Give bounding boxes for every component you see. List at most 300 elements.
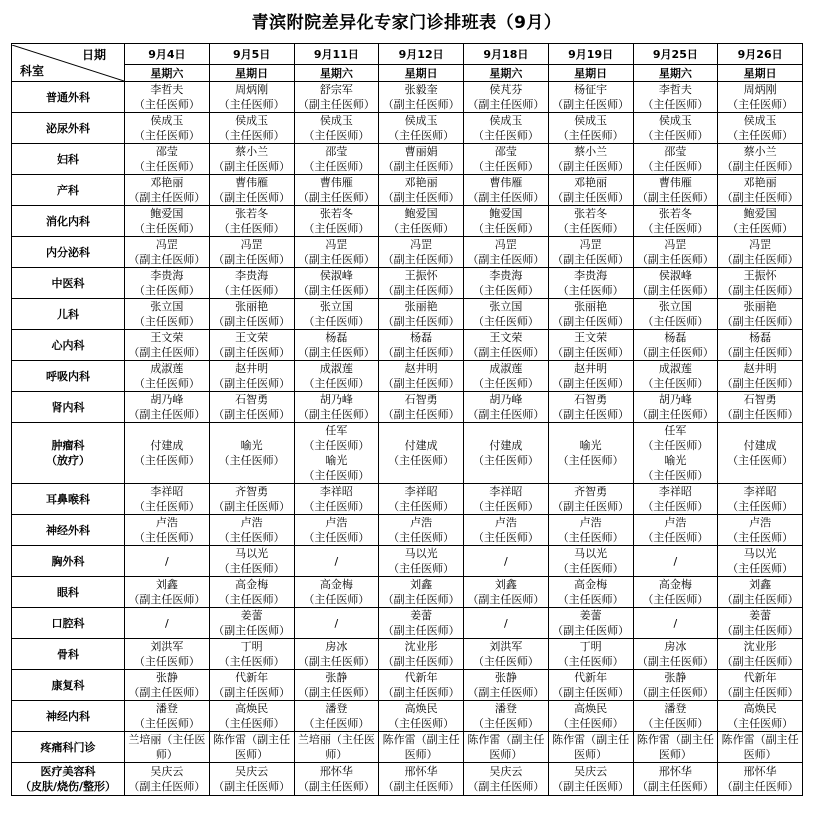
doctor-title: （副主任医师） [467,593,545,606]
doctor-title: （副主任医师） [467,253,545,266]
doctor-cell [294,423,379,484]
department-label: 耳鼻喉科 [46,492,90,506]
schedule-row [12,701,803,732]
no-clinic-mark: / [165,554,169,568]
doctor-cell [209,299,294,330]
doctor-name: 邢怀华 [743,765,777,778]
doctor-cell [125,515,210,546]
doctor-cell [633,361,718,392]
doctor-cell [548,608,633,639]
department-label: 疼痛科门诊 [40,740,96,754]
doctor-name: 高焕民 [574,702,608,715]
department-cell [12,701,125,732]
doctor-cell [209,701,294,732]
doctor-title: （主任医师） [218,531,285,544]
doctor-name: 邵莹 [155,145,178,158]
doctor-name: 张静 [664,671,687,684]
doctor-name: 张静 [155,671,178,684]
doctor-name: 卢浩 [410,516,433,529]
doctor-cell [464,392,549,423]
department-cell [12,546,125,577]
doctor-name: 潘登 [325,702,348,715]
doctor-title: （副主任医师） [721,655,799,668]
doctor-name: 吴庆云 [150,765,184,778]
doctor-name: 兰培丽（主任医 [128,733,206,746]
department-cell [12,577,125,608]
doctor-name: 张若冬 [574,207,608,220]
doctor-title: （主任医师） [557,717,624,730]
doctor-name: 石智勇 [743,393,777,406]
doctor-name: 张若冬 [319,207,353,220]
department-label: （皮肤/烧伤/整形） [19,780,117,793]
doctor-cell [125,608,210,639]
doctor-cell [294,608,379,639]
doctor-cell [294,82,379,113]
doctor-name: 马以光 [743,547,777,560]
doctor-cell [718,361,803,392]
doctor-title: （副主任医师） [297,655,375,668]
doctor-cell [633,82,718,113]
doctor-name: 李祥昭 [404,485,438,498]
doctor-title: （副主任医师） [213,686,291,699]
doctor-name: 曹伟雁 [658,176,692,189]
doctor-title: （主任医师） [218,129,285,142]
doctor-cell [718,546,803,577]
doctor-name: 代新年 [743,671,777,684]
doctor-cell [633,423,718,484]
doctor-cell [379,144,464,175]
department-cell [12,392,125,423]
doctor-title: （副主任医师） [467,686,545,699]
doctor-name: 房冰 [325,640,348,653]
doctor-title: （副主任医师） [213,408,291,421]
doctor-cell [718,608,803,639]
doctor-cell [548,670,633,701]
doctor-name: 陈作雷（副主任 [213,733,291,746]
doctor-cell [464,639,549,670]
doctor-cell [464,546,549,577]
doctor-cell [125,484,210,515]
doctor-name: 姜蕾 [749,609,772,622]
doctor-cell [718,113,803,144]
doctor-title: （主任医师） [472,160,539,173]
doctor-title: （副主任医师） [213,377,291,390]
doctor-cell [548,546,633,577]
doctor-name: 任军 [664,424,687,437]
weekday-cell: 星期日 [379,65,464,82]
doctor-cell [379,206,464,237]
doctor-cell [718,732,803,763]
doctor-cell [209,361,294,392]
doctor-cell [548,392,633,423]
doctor-name: 邓艳丽 [150,176,184,189]
schedule-body [12,44,803,796]
doctor-cell [125,670,210,701]
doctor-name: 鲍爱国 [150,207,184,220]
corner-label-dept: 科室 [20,63,45,78]
doctor-name: 李哲夫 [658,83,692,96]
doctor-name: 潘登 [155,702,178,715]
doctor-title: （主任医师） [303,500,370,513]
doctor-cell [209,639,294,670]
doctor-title: （副主任医师） [297,346,375,359]
doctor-name: 侯成玉 [319,114,353,127]
doctor-title: 师） [325,748,348,761]
doctor-title: （主任医师） [303,129,370,142]
doctor-cell [633,237,718,268]
doctor-title: （主任医师） [388,717,455,730]
doctor-name: 喻光 [325,454,348,467]
schedule-row [12,515,803,546]
doctor-cell [209,330,294,361]
doctor-name: 齐智勇 [574,485,608,498]
page-title: 青滨附院差异化专家门诊排班表（9月） [251,13,562,33]
schedule-row [12,113,803,144]
doctor-title: 医师） [404,748,438,761]
doctor-name: 杨磊 [664,331,687,344]
doctor-name: 赵井明 [574,362,608,375]
schedule-row [12,639,803,670]
department-label: 胸外科 [51,554,85,568]
doctor-name: 王文荣 [150,331,184,344]
date-cell: 9月26日 [718,44,803,65]
doctor-name: 丁明 [240,640,263,653]
department-cell [12,639,125,670]
doctor-name: 成淑莲 [150,362,184,375]
schedule-row [12,144,803,175]
doctor-title: （主任医师） [727,454,794,467]
doctor-name: 侯成玉 [404,114,438,127]
doctor-title: （副主任医师） [297,191,375,204]
doctor-cell [718,701,803,732]
department-cell [12,206,125,237]
schedule-row [12,330,803,361]
no-clinic-mark: / [165,616,169,630]
doctor-name: 冯罡 [664,238,687,251]
doctor-title: （主任医师） [133,160,200,173]
doctor-name: 张立国 [489,300,523,313]
doctor-cell [125,577,210,608]
doctor-cell [294,113,379,144]
doctor-name: 卢浩 [494,516,517,529]
doctor-cell [379,268,464,299]
doctor-name: 杨磊 [410,331,433,344]
doctor-name: 刘洪军 [150,640,184,653]
doctor-cell [294,763,379,796]
doctor-name: 侯成玉 [150,114,184,127]
doctor-title: （副主任医师） [636,780,714,793]
doctor-name: 冯罡 [749,238,772,251]
doctor-name: 姜蕾 [410,609,433,622]
doctor-name: 杨磊 [325,331,348,344]
doctor-name: 舒宗军 [319,83,353,96]
doctor-name: 吴庆云 [235,765,269,778]
doctor-cell [464,113,549,144]
doctor-name: 冯罡 [579,238,602,251]
doctor-title: （副主任医师） [213,624,291,637]
doctor-cell [718,144,803,175]
doctor-title: （主任医师） [727,500,794,513]
department-label: 内分泌科 [46,245,90,259]
doctor-name: 陈作雷（副主任 [552,733,630,746]
doctor-title: （副主任医师） [552,315,630,328]
doctor-cell [209,206,294,237]
department-label: 消化内科 [46,214,90,228]
doctor-title: （副主任医师） [213,191,291,204]
doctor-name: 成淑莲 [658,362,692,375]
doctor-name: 邓艳丽 [743,176,777,189]
department-label: 中医科 [51,276,85,290]
department-cell [12,423,125,484]
doctor-cell [379,113,464,144]
doctor-name: 卢浩 [664,516,687,529]
doctor-title: 医师） [574,748,608,761]
doctor-name: 李贵海 [489,269,523,282]
doctor-cell [209,113,294,144]
doctor-title: 医师） [658,748,692,761]
doctor-title: （副主任医师） [636,284,714,297]
doctor-title: （副主任医师） [382,315,460,328]
doctor-title: （主任医师） [133,129,200,142]
doctor-name: 张静 [325,671,348,684]
doctor-title: （副主任医师） [552,98,630,111]
doctor-name: 曹伟雁 [319,176,353,189]
doctor-name: 刘鑫 [155,578,178,591]
doctor-name: 侯成玉 [574,114,608,127]
doctor-cell [718,763,803,796]
doctor-name: 姜蕾 [240,609,263,622]
doctor-name: 鲍爱国 [743,207,777,220]
department-cell [12,299,125,330]
doctor-cell [633,515,718,546]
doctor-title: （主任医师） [303,531,370,544]
doctor-title: （主任医师） [388,222,455,235]
doctor-cell [125,299,210,330]
doctor-name: 胡乃峰 [319,393,353,406]
doctor-title: （副主任医师） [552,780,630,793]
doctor-title: （主任医师） [472,377,539,390]
doctor-cell [548,515,633,546]
doctor-title: （主任医师） [727,98,794,111]
department-label: 眼科 [57,585,79,599]
doctor-title: （主任医师） [303,593,370,606]
doctor-cell [548,206,633,237]
doctor-name: 高焕民 [235,702,269,715]
doctor-title: （副主任医师） [467,98,545,111]
doctor-title: （副主任医师） [213,346,291,359]
doctor-title: （主任医师） [557,531,624,544]
doctor-cell [548,639,633,670]
doctor-name: 侯成玉 [235,114,269,127]
doctor-cell [379,330,464,361]
doctor-cell [294,639,379,670]
doctor-cell [633,144,718,175]
doctor-name: 姜蕾 [579,609,602,622]
department-cell [12,608,125,639]
doctor-cell [379,361,464,392]
doctor-title: （副主任医师） [721,780,799,793]
doctor-cell [718,82,803,113]
doctor-cell [633,732,718,763]
doctor-cell [379,423,464,484]
doctor-cell [633,546,718,577]
department-cell [12,113,125,144]
doctor-name: 李贵海 [574,269,608,282]
doctor-name: 冯罡 [240,238,263,251]
doctor-name: 曹丽娟 [404,145,438,158]
doctor-name: 张若冬 [658,207,692,220]
corner-cell [12,44,125,82]
doctor-cell [294,268,379,299]
doctor-cell [294,237,379,268]
doctor-cell [633,175,718,206]
doctor-cell [548,763,633,796]
weekday-cell: 星期六 [294,65,379,82]
doctor-name: 胡乃峰 [489,393,523,406]
doctor-title: （副主任医师） [382,253,460,266]
doctor-cell [464,268,549,299]
doctor-title: （主任医师） [218,454,285,467]
doctor-name: 胡乃峰 [658,393,692,406]
doctor-title: （主任医师） [388,500,455,513]
doctor-cell [125,113,210,144]
doctor-name: 李祥昭 [489,485,523,498]
department-label: 神经内科 [46,709,90,723]
doctor-cell [464,608,549,639]
doctor-name: 喻光 [664,454,687,467]
doctor-cell [125,361,210,392]
doctor-title: （副主任医师） [382,593,460,606]
doctor-title: （主任医师） [642,160,709,173]
doctor-title: （副主任医师） [382,377,460,390]
doctor-cell [718,175,803,206]
doctor-name: 高金梅 [235,578,269,591]
doctor-name: 付建成 [150,439,184,452]
doctor-title: （副主任医师） [552,624,630,637]
doctor-cell [294,670,379,701]
doctor-name: 邢怀华 [658,765,692,778]
doctor-title: （主任医师） [727,717,794,730]
doctor-cell [379,577,464,608]
doctor-title: （副主任医师） [721,593,799,606]
department-cell [12,670,125,701]
doctor-title: （主任医师） [472,315,539,328]
department-label: 泌尿外科 [46,121,90,135]
doctor-title: （主任医师） [557,655,624,668]
doctor-title: （主任医师） [218,222,285,235]
doctor-title: （副主任医师） [382,780,460,793]
doctor-cell [548,361,633,392]
weekday-header-row [12,65,803,82]
doctor-cell [209,82,294,113]
doctor-cell [718,515,803,546]
doctor-cell [633,484,718,515]
doctor-title: （主任医师） [642,377,709,390]
doctor-cell [464,82,549,113]
doctor-name: 高金梅 [574,578,608,591]
doctor-cell [294,701,379,732]
doctor-name: 侯成玉 [743,114,777,127]
doctor-cell [464,732,549,763]
doctor-cell [633,330,718,361]
corner-diagonal-header [12,45,124,81]
doctor-title: （主任医师） [642,500,709,513]
doctor-name: 潘登 [494,702,517,715]
doctor-name: 付建成 [404,439,438,452]
doctor-title: （副主任医师） [213,160,291,173]
doctor-title: （主任医师） [303,222,370,235]
doctor-title: （主任医师） [557,222,624,235]
doctor-name: 张丽艳 [743,300,777,313]
doctor-cell [464,299,549,330]
doctor-cell [548,299,633,330]
doctor-title: （主任医师） [388,531,455,544]
doctor-title: （副主任医师） [552,253,630,266]
doctor-name: 吴庆云 [489,765,523,778]
date-header-row [12,44,803,65]
doctor-title: （副主任医师） [297,780,375,793]
doctor-title: （主任医师） [557,454,624,467]
doctor-cell [548,144,633,175]
doctor-title: （主任医师） [557,129,624,142]
doctor-cell [125,392,210,423]
doctor-cell [209,515,294,546]
doctor-name: 高焕民 [404,702,438,715]
doctor-cell [125,206,210,237]
doctor-cell [209,546,294,577]
doctor-cell [125,237,210,268]
doctor-cell [548,423,633,484]
doctor-title: （主任医师） [557,593,624,606]
doctor-title: （主任医师） [472,717,539,730]
department-cell [12,484,125,515]
doctor-cell [379,701,464,732]
doctor-title: （副主任医师） [128,191,206,204]
no-clinic-mark: / [334,616,339,630]
department-label: 骨科 [57,647,79,661]
doctor-name: 沈业彤 [404,640,438,653]
doctor-title: （主任医师） [642,593,709,606]
doctor-title: （主任医师） [388,562,455,575]
schedule-row [12,670,803,701]
doctor-name: 石智勇 [574,393,608,406]
doctor-name: 曹伟雁 [489,176,523,189]
department-cell [12,82,125,113]
doctor-name: 张立国 [658,300,692,313]
doctor-title: （副主任医师） [467,780,545,793]
doctor-cell [209,763,294,796]
doctor-title: （副主任医师） [297,284,375,297]
doctor-cell [464,701,549,732]
doctor-name: 冯罡 [410,238,433,251]
department-label: 肿瘤科 [51,439,85,452]
department-cell [12,732,125,763]
schedule-row [12,361,803,392]
doctor-cell [464,577,549,608]
doctor-title: （主任医师） [642,315,709,328]
doctor-name: 张丽艳 [235,300,269,313]
doctor-name: 鲍爱国 [404,207,438,220]
department-cell [12,763,125,796]
department-label: 医疗美容科 [40,765,96,778]
doctor-title: （主任医师） [303,469,370,482]
doctor-title: （副主任医师） [721,408,799,421]
doctor-name: 刘鑫 [749,578,772,591]
schedule-row [12,423,803,484]
doctor-cell [379,515,464,546]
doctor-cell [125,144,210,175]
doctor-cell [379,546,464,577]
